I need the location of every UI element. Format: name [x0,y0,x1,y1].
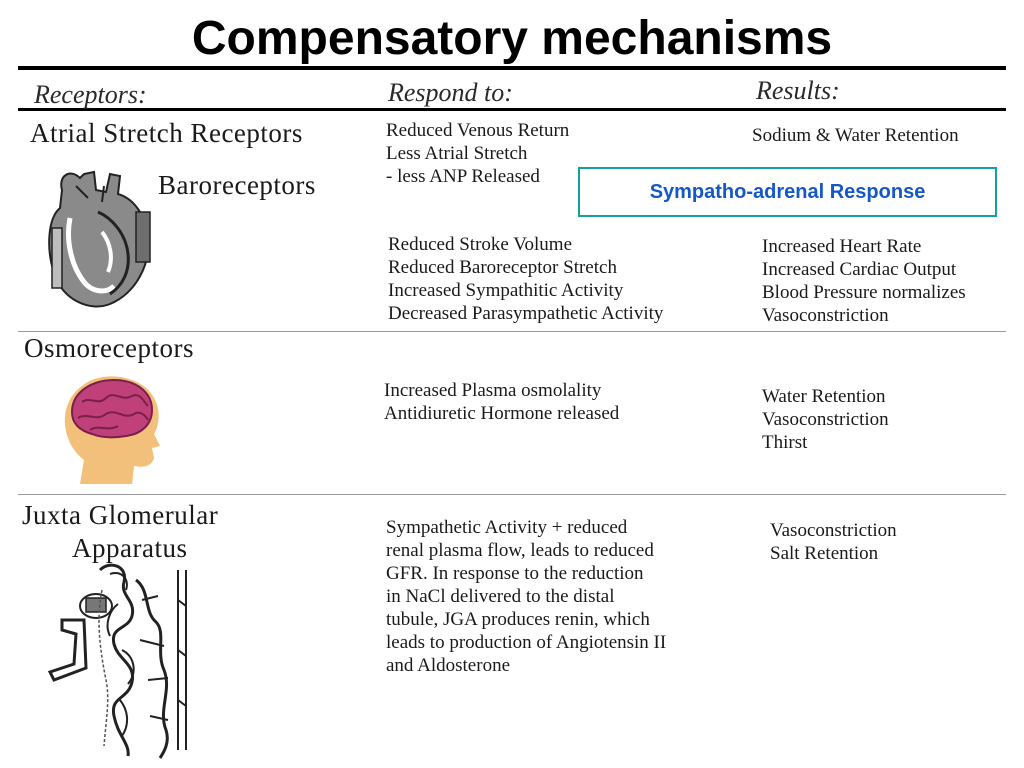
head-brain-illustration [60,372,170,484]
sympatho-adrenal-callout: Sympatho-adrenal Response [578,167,997,217]
list-item: tubule, JGA produces renin, which [386,609,650,630]
jga-label-line2: Apparatus [72,533,188,563]
list-item: Increased Plasma osmolality [384,380,602,401]
jga-results-list [770,519,897,565]
row-divider-1 [18,331,1006,332]
nephron-illustration [40,560,200,760]
list-item: in NaCl delivered to the distal [386,586,615,607]
osmoreceptors-label: Osmoreceptors [24,333,194,363]
list-item: and Aldosterone [386,655,511,676]
baro-respond-list [388,233,663,325]
jga-label-line1: Juxta Glomerular [22,500,219,530]
title-underline [18,66,1006,70]
list-item: Increased Cardiac Output [762,259,957,280]
osmo-results-list [762,385,889,454]
header-results: Results: [756,76,840,105]
header-rule [18,108,1006,111]
list-item: GFR. In response to the reduction [386,563,644,584]
list-item: Reduced Venous Return [386,120,570,141]
list-item: Vasoconstriction [762,409,889,430]
list-item: Salt Retention [770,543,879,564]
header-receptors: Receptors: [34,80,147,109]
list-item: leads to production of Angiotensin II [386,632,667,653]
slide-title: Compensatory mechanisms [191,12,833,65]
list-item: Sodium & Water Retention [752,125,959,146]
list-item: Antidiuretic Hormone released [384,403,620,424]
baroreceptors-label: Baroreceptors [158,170,316,200]
list-item: Increased Sympathitic Activity [388,280,624,301]
osmo-respond-list [384,379,619,425]
atrial-results-list [752,124,959,147]
list-item: Thirst [762,432,808,453]
list-item: Increased Heart Rate [762,236,922,257]
list-item: - less ANP Released [386,166,540,187]
list-item: Blood Pressure normalizes [762,282,966,303]
atrial-stretch-label: Atrial Stretch Receptors [30,118,303,148]
jga-respond-list [386,516,666,677]
atrial-respond-list [386,119,569,188]
baro-results-list [762,235,966,327]
list-item: Vasoconstriction [762,305,889,326]
list-item: Vasoconstriction [770,520,897,541]
list-item: Reduced Baroreceptor Stretch [388,257,617,278]
heart-illustration [40,168,160,314]
list-item: Sympathetic Activity + reduced [386,517,628,538]
list-item: Decreased Parasympathetic Activity [388,303,664,324]
header-respond-to: Respond to: [388,78,513,107]
list-item: Less Atrial Stretch [386,143,528,164]
list-item: renal plasma flow, leads to reduced [386,540,654,561]
list-item: Reduced Stroke Volume [388,234,572,255]
row-divider-2 [18,494,1006,495]
list-item: Water Retention [762,386,886,407]
